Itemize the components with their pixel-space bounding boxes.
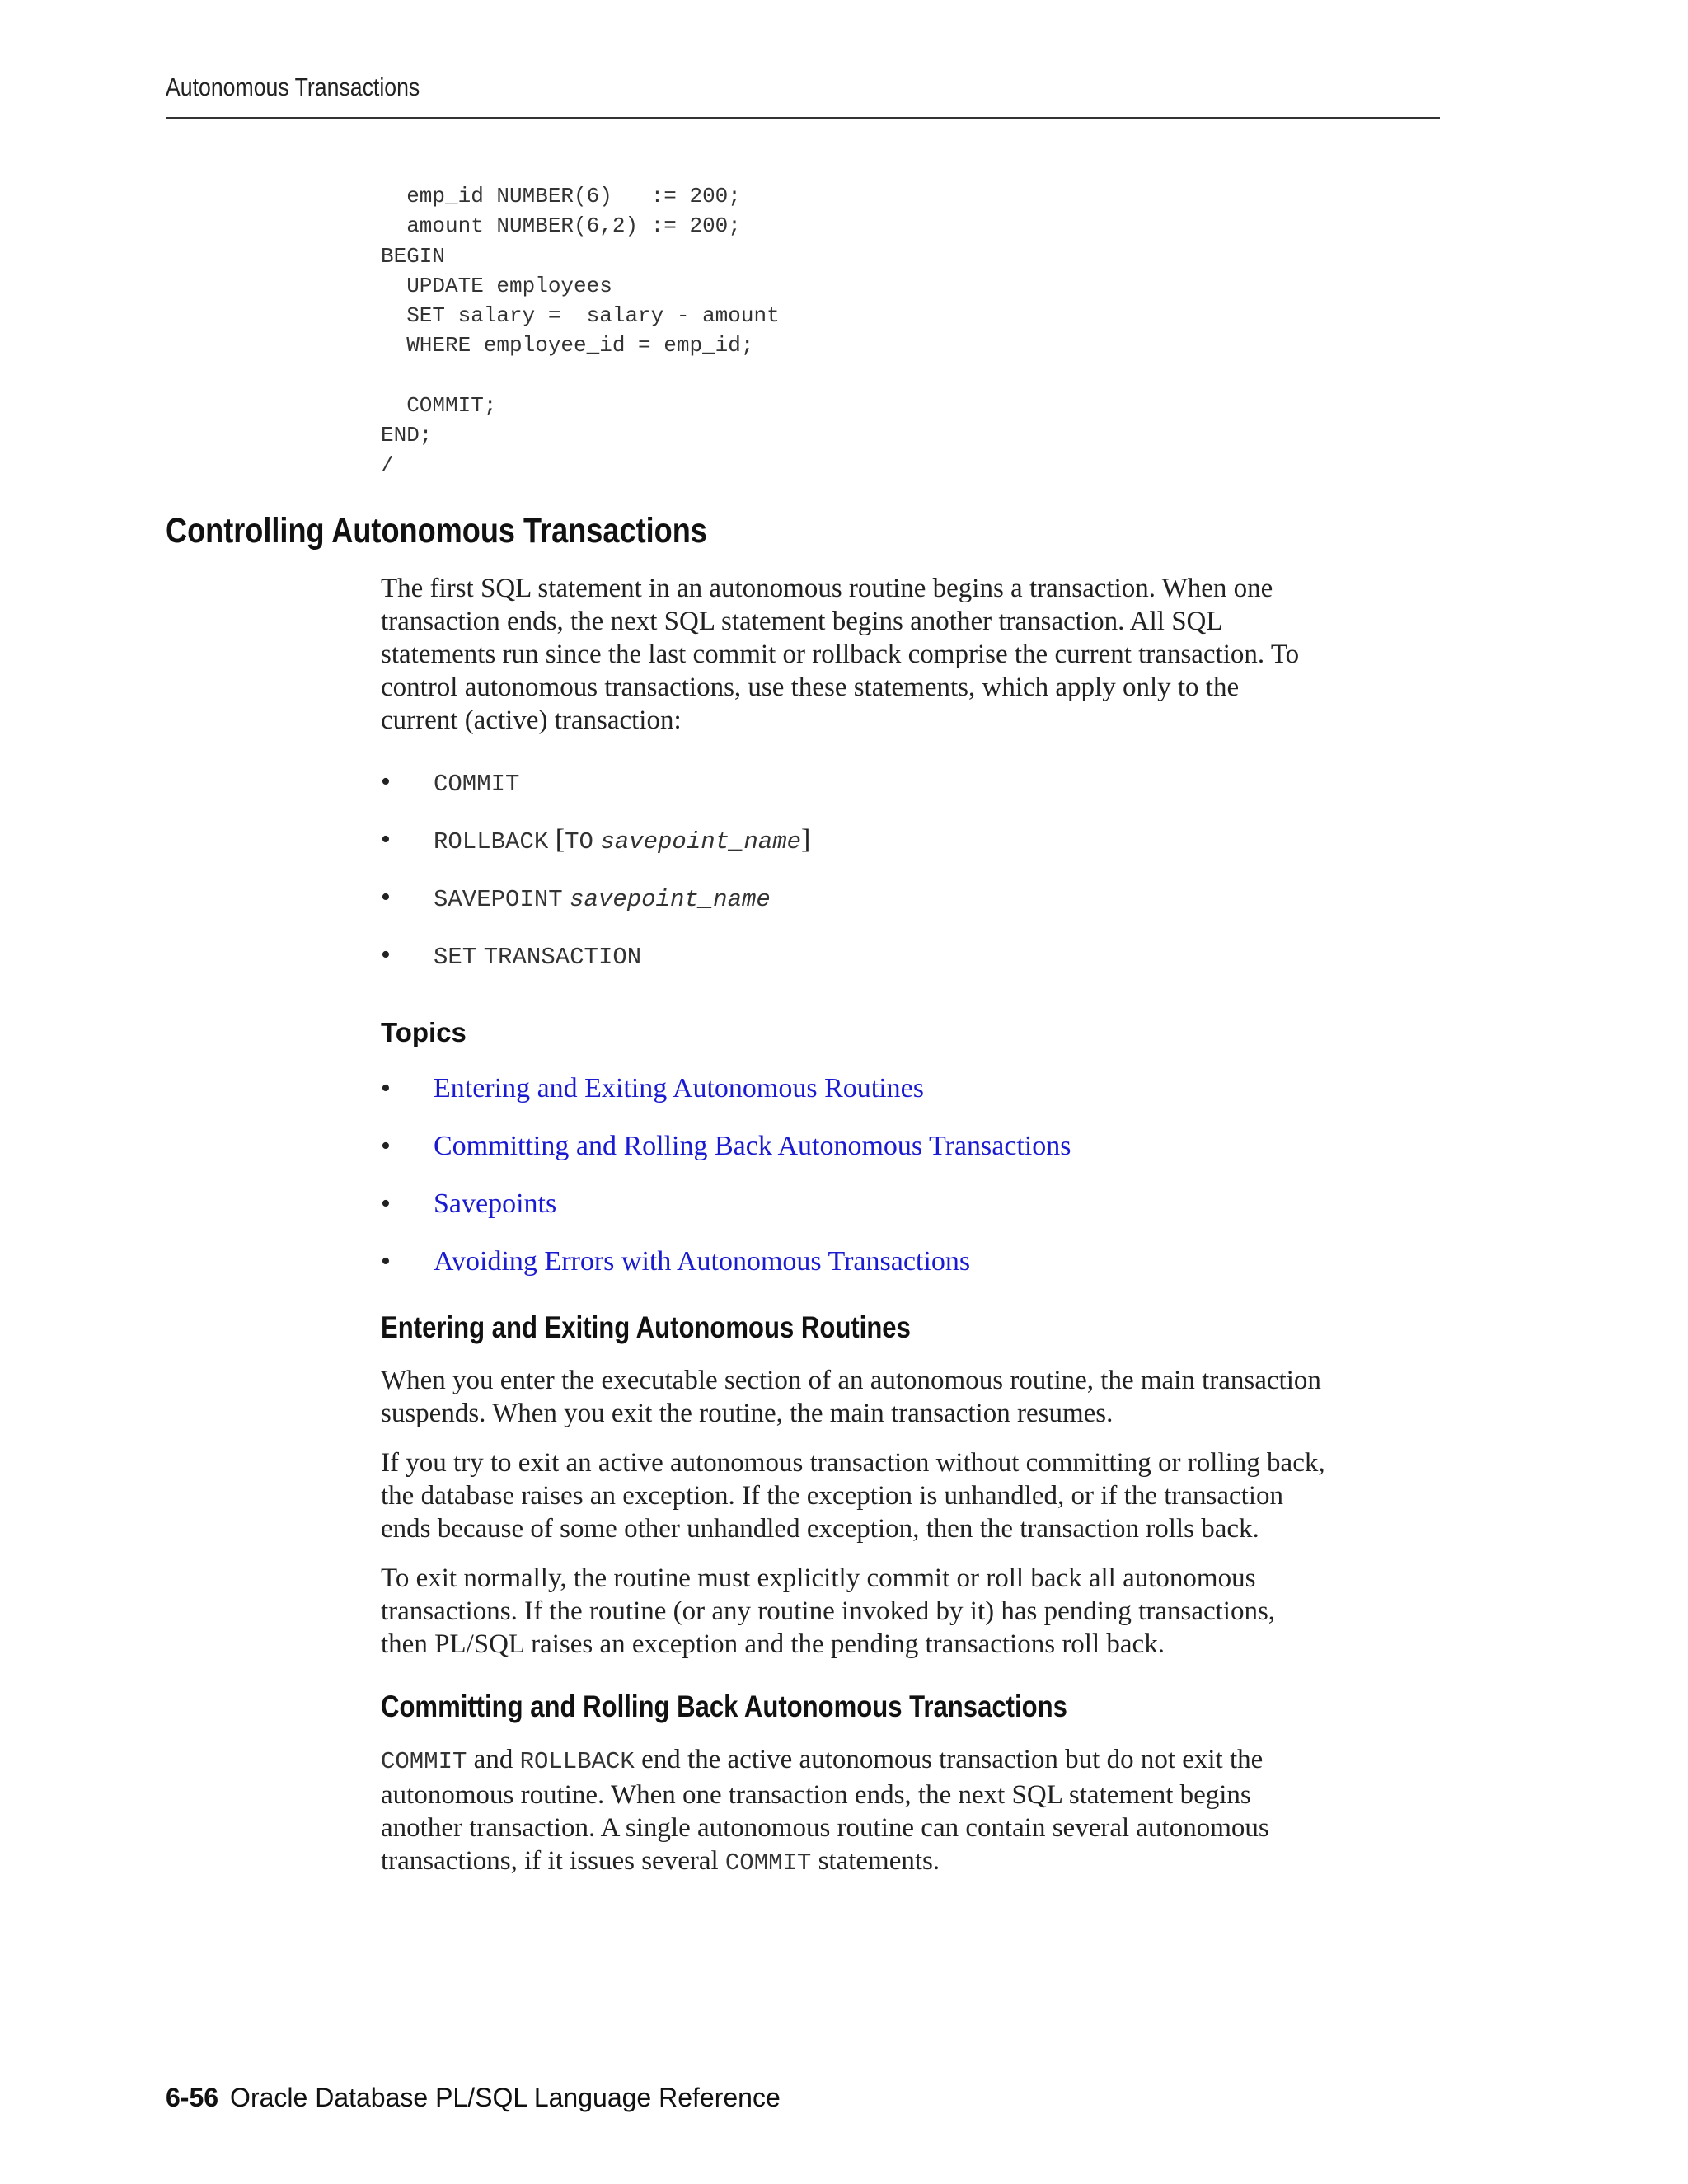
subsection-title-entering: Entering and Exiting Autonomous Routines bbox=[381, 1310, 911, 1344]
savepoint-keyword: SAVEPOINT bbox=[434, 886, 563, 913]
inline-text: end the active autonomous transaction but do not exit the bbox=[634, 1745, 1264, 1774]
bullet-icon: • bbox=[381, 766, 391, 797]
topic-link-avoiding-errors[interactable]: Avoiding Errors with Autonomous Transactions bbox=[434, 1246, 971, 1277]
set-keyword: SET bbox=[434, 944, 477, 971]
commit-keyword: COMMIT bbox=[434, 771, 520, 798]
topic-link-committing-rolling-back[interactable]: Committing and Rolling Back Autonomous Transactions bbox=[434, 1131, 1071, 1161]
rollback-keyword: ROLLBACK bbox=[519, 1748, 635, 1775]
paragraph-line bbox=[381, 1743, 1452, 1779]
entering-paragraph-2 bbox=[381, 1446, 1452, 1545]
commit-keyword: COMMIT bbox=[381, 1748, 467, 1775]
optional-bracket-open: [ bbox=[555, 824, 565, 855]
paragraph-line: When you enter the executable section of an autonomous routine, the main transaction bbox=[381, 1366, 1321, 1395]
topic-link-entering-exiting[interactable]: Entering and Exiting Autonomous Routines bbox=[434, 1073, 924, 1104]
code-block: emp_id NUMBER(6) := 200; amount NUMBER(6,2) := 200; BEGIN UPDATE employees SET salary = salary - amount WHERE employee_id = emp_id; COMMIT; END; / bbox=[381, 184, 780, 478]
inline-text: statements. bbox=[811, 1846, 940, 1876]
entering-paragraph-1 bbox=[381, 1364, 1452, 1430]
section-title: Controlling Autonomous Transactions bbox=[166, 511, 707, 551]
bullet-icon: • bbox=[381, 1246, 391, 1277]
intro-line: control autonomous transactions, use these statements, which apply only to the bbox=[381, 673, 1240, 702]
topic-link-savepoints[interactable]: Savepoints bbox=[434, 1188, 557, 1219]
paragraph-line: To exit normally, the routine must explicitly commit or roll back all autonomous bbox=[381, 1563, 1256, 1593]
bullet-icon: • bbox=[381, 1188, 391, 1219]
subsection-title-committing: Committing and Rolling Back Autonomous Transactions bbox=[381, 1690, 1067, 1723]
bullet-icon: • bbox=[381, 1131, 391, 1161]
intro-line: The first SQL statement in an autonomous routine begins a transaction. When one bbox=[381, 574, 1273, 603]
paragraph-line: another transaction. A single autonomous routine can contain several autonomous bbox=[381, 1813, 1269, 1843]
savepoint-name-param: savepoint_name bbox=[600, 828, 802, 855]
topics-heading: Topics bbox=[381, 1017, 467, 1047]
intro-line: transaction ends, the next SQL statement begins another transaction. All SQL bbox=[381, 607, 1223, 636]
bullet-icon: • bbox=[381, 1073, 391, 1104]
inline-text: and bbox=[467, 1745, 520, 1774]
commit-keyword: COMMIT bbox=[724, 1849, 812, 1877]
intro-line: current (active) transaction: bbox=[381, 705, 682, 735]
paragraph-line: then PL/SQL raises an exception and the pending transactions roll back. bbox=[381, 1629, 1165, 1659]
intro-line: statements run since the last commit or rollback comprise the current transaction. To bbox=[381, 640, 1300, 669]
page-footer bbox=[166, 2083, 781, 2113]
header-rule bbox=[166, 117, 1440, 119]
to-keyword: TO bbox=[565, 828, 593, 855]
savepoint-name-param: savepoint_name bbox=[570, 886, 771, 913]
committing-paragraph bbox=[381, 1743, 1452, 1880]
transaction-keyword: TRANSACTION bbox=[483, 944, 642, 971]
paragraph-line: ends because of some other unhandled exception, then the transaction rolls back. bbox=[381, 1514, 1259, 1544]
bullet-icon: • bbox=[381, 824, 391, 855]
entering-paragraph-3 bbox=[381, 1562, 1452, 1661]
section-intro bbox=[381, 572, 1452, 737]
paragraph-line: transactions. If the routine (or any routine invoked by it) has pending transactions, bbox=[381, 1596, 1276, 1626]
running-header: Autonomous Transactions bbox=[166, 73, 420, 101]
book-title: Oracle Database PL/SQL Language Reference bbox=[230, 2083, 781, 2112]
inline-text: transactions, if it issues several bbox=[381, 1846, 725, 1876]
bullet-icon: • bbox=[381, 882, 391, 912]
optional-bracket-close: ] bbox=[801, 824, 811, 855]
paragraph-line: autonomous routine. When one transaction ends, the next SQL statement begins bbox=[381, 1780, 1251, 1810]
paragraph-line: suspends. When you exit the routine, the main transaction resumes. bbox=[381, 1399, 1114, 1428]
page-number: 6-56 bbox=[166, 2083, 219, 2112]
rollback-keyword: ROLLBACK bbox=[434, 828, 549, 855]
paragraph-line: the database raises an exception. If the exception is unhandled, or if the transaction bbox=[381, 1481, 1284, 1511]
paragraph-line: If you try to exit an active autonomous transaction without committing or rolling back, bbox=[381, 1448, 1325, 1478]
bullet-icon: • bbox=[381, 940, 391, 970]
paragraph-line bbox=[381, 1844, 1452, 1880]
